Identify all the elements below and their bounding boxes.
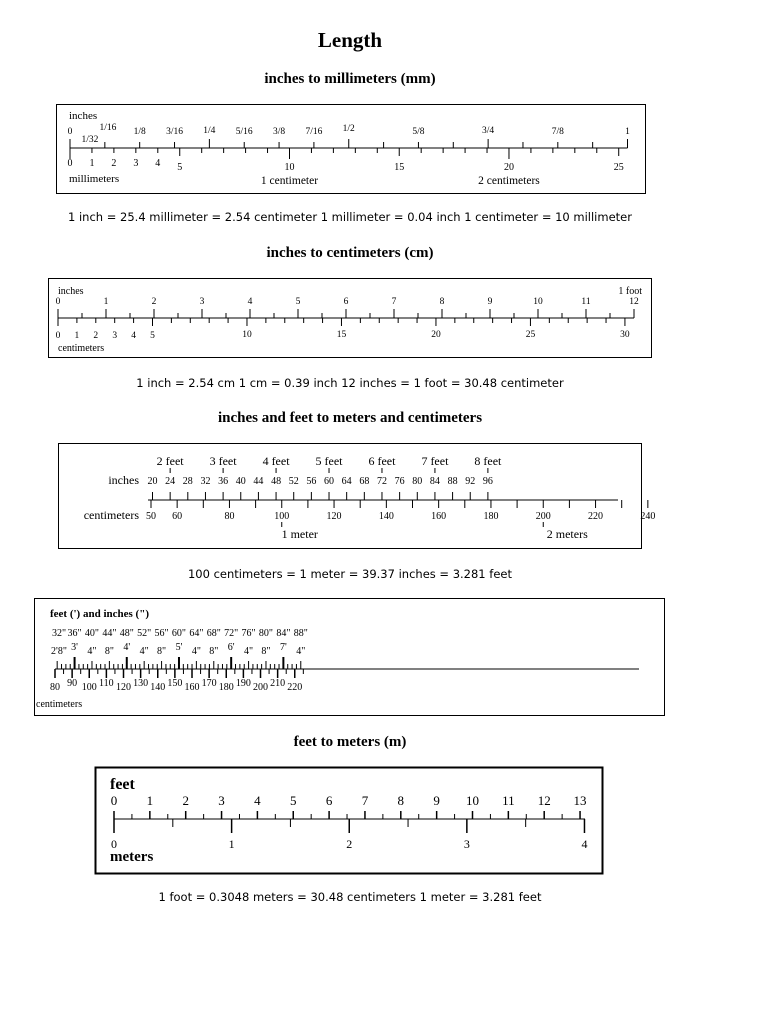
feet-tick-label: 8 bbox=[397, 793, 405, 808]
cm-tick-label: 170 bbox=[201, 678, 217, 689]
cm-tick-label: 220 bbox=[287, 682, 303, 693]
cm-tick-label: 1 bbox=[74, 331, 80, 341]
foot-label: 6' bbox=[227, 642, 235, 653]
conversion-inch-mm: 1 inch = 25.4 millimeter = 2.54 centimeter 1 millimeter = 0.04 inch 1 centimeter = 10 millimeter bbox=[68, 210, 632, 224]
inch-label: 44" bbox=[102, 628, 117, 639]
feet-tick-label: 0 bbox=[110, 793, 118, 808]
inch-tick-label: 7/8 bbox=[551, 127, 564, 137]
inch-tick-label: 1/16 bbox=[99, 123, 117, 133]
section-heading-mm: inches to millimeters (mm) bbox=[264, 71, 436, 87]
cm-tick-label: 15 bbox=[336, 330, 347, 340]
ruler-frame bbox=[57, 105, 646, 194]
mm-tick-label: 20 bbox=[503, 162, 514, 173]
feet-label: 2 feet bbox=[156, 454, 184, 468]
top-unit-label: feet (') and inches (") bbox=[50, 608, 149, 620]
inch-tick-label: 5 bbox=[295, 297, 301, 307]
inch-tick-label: 3/4 bbox=[482, 126, 495, 136]
inch-tick-label: 84 bbox=[429, 476, 440, 487]
inch-tick-label: 12 bbox=[629, 297, 639, 307]
feet-tick-label: 11 bbox=[502, 793, 515, 808]
feet-label: 6 feet bbox=[368, 454, 396, 468]
feet-tick-label: 4 bbox=[254, 793, 261, 808]
inch-tick-label: 7/16 bbox=[305, 127, 323, 137]
inch-label: 60" bbox=[171, 628, 187, 639]
cm-tick-label: 220 bbox=[588, 511, 604, 522]
foot-label: 4' bbox=[123, 642, 131, 653]
conversion-foot-meter: 1 foot = 0.3048 meters = 30.48 centimeters 1 meter = 3.281 feet bbox=[158, 890, 542, 904]
feet-label: 5 feet bbox=[315, 454, 343, 468]
feet-tick-label: 5 bbox=[290, 793, 297, 808]
section-heading-cm: inches to centimeters (cm) bbox=[266, 245, 434, 261]
note-1m: 1 meter bbox=[281, 527, 318, 541]
mm-tick-label: 4 bbox=[155, 158, 161, 169]
cm-tick-label: 120 bbox=[116, 682, 132, 693]
inch-label: 48" bbox=[119, 628, 134, 639]
feet-label: 3 feet bbox=[209, 454, 237, 468]
inch-tick-label: 60 bbox=[324, 476, 335, 487]
feet-tick-label: 1 bbox=[146, 793, 154, 808]
bottom-unit-label: centimeters bbox=[83, 508, 139, 522]
inch-tick-label: 36 bbox=[218, 476, 229, 487]
foot-label: 7' bbox=[279, 642, 287, 653]
mm-tick-label: 5 bbox=[177, 162, 183, 173]
inch-tick-label: 24 bbox=[165, 476, 176, 487]
cm-tick-label: 140 bbox=[150, 682, 166, 693]
inch-tick-label: 72 bbox=[376, 476, 387, 487]
inch-tick-label: 2 bbox=[151, 297, 157, 307]
ruler-inches-cm bbox=[48, 278, 652, 358]
note-2cm: 2 centimeters bbox=[478, 175, 540, 187]
cm-tick-label: 240 bbox=[640, 511, 656, 522]
cm-tick-label: 25 bbox=[525, 330, 536, 340]
inch-tick-label: 10 bbox=[533, 297, 543, 307]
feet-label: 8 feet bbox=[474, 454, 502, 468]
cm-tick-label: 180 bbox=[218, 682, 234, 693]
inch-tick-label: 1 bbox=[625, 127, 630, 137]
mm-tick-label: 25 bbox=[613, 162, 624, 173]
cm-tick-label: 100 bbox=[274, 511, 290, 522]
inch-tick-label: 44 bbox=[253, 476, 264, 487]
inch-tick-label: 96 bbox=[482, 476, 493, 487]
conversion-cm-meter: 100 centimeters = 1 meter = 39.37 inches = 3.281 feet bbox=[187, 567, 512, 581]
bottom-unit-label: millimeters bbox=[69, 173, 120, 185]
inch-tick-label: 56 bbox=[306, 476, 317, 487]
cm-tick-label: 160 bbox=[431, 511, 447, 522]
cm-tick-label: 90 bbox=[67, 678, 78, 689]
inch-sub-label: 8" bbox=[209, 646, 219, 657]
meter-tick-label: 0 bbox=[111, 837, 117, 851]
cm-tick-label: 60 bbox=[172, 511, 183, 522]
inch-label: 84" bbox=[276, 628, 291, 639]
meter-tick-label: 3 bbox=[463, 837, 470, 851]
top-unit-label: inches bbox=[69, 110, 98, 122]
inch-tick-label: 80 bbox=[412, 476, 423, 487]
inch-label: 80" bbox=[258, 628, 274, 639]
inch-tick-label: 1/4 bbox=[203, 126, 216, 136]
cm-tick-label: 200 bbox=[253, 682, 269, 693]
cm-tick-label: 3 bbox=[112, 331, 118, 341]
cm-tick-label: 120 bbox=[326, 511, 342, 522]
feet-tick-label: 7 bbox=[361, 793, 369, 808]
inch-sub-label: 2'8" bbox=[51, 646, 67, 657]
inch-tick-label: 28 bbox=[182, 476, 193, 487]
inch-tick-label: 64 bbox=[341, 476, 352, 487]
foot-label: 5' bbox=[175, 642, 183, 653]
cm-tick-label: 0 bbox=[55, 331, 61, 341]
cm-tick-label: 4 bbox=[131, 331, 136, 341]
foot-label: 3' bbox=[71, 642, 78, 653]
cm-tick-label: 80 bbox=[224, 511, 235, 522]
inch-tick-label: 52 bbox=[288, 476, 299, 487]
inch-tick-label: 1 bbox=[103, 297, 109, 307]
inch-label: 40" bbox=[84, 628, 100, 639]
meter-tick-label: 1 bbox=[228, 837, 235, 851]
inch-tick-label: 0 bbox=[55, 297, 61, 307]
cm-tick-label: 180 bbox=[483, 511, 499, 522]
cm-tick-label: 30 bbox=[620, 330, 630, 340]
inch-tick-label: 5/16 bbox=[235, 127, 253, 137]
mm-tick-label: 2 bbox=[111, 158, 117, 169]
inch-label: 68" bbox=[206, 628, 221, 639]
cm-tick-label: 10 bbox=[242, 330, 252, 340]
inch-tick-label: 7 bbox=[391, 297, 397, 307]
feet-tick-label: 12 bbox=[537, 793, 551, 808]
inch-tick-label: 6 bbox=[343, 297, 349, 307]
ruler-inches-mm bbox=[56, 104, 646, 194]
ruler-feet-m bbox=[95, 767, 603, 874]
bottom-unit-label: centimeters bbox=[36, 699, 83, 710]
inch-sub-label: 8" bbox=[157, 646, 167, 657]
top-unit-label: feet bbox=[110, 776, 135, 793]
inch-label: 76" bbox=[241, 628, 256, 639]
ruler-feet-inches-cm bbox=[34, 598, 665, 716]
inch-tick-label: 40 bbox=[235, 476, 246, 487]
ruler-feet-meters bbox=[58, 443, 656, 549]
inch-tick-label: 3/16 bbox=[166, 127, 183, 137]
inch-tick-label: 9 bbox=[487, 297, 493, 307]
meter-tick-label: 2 bbox=[346, 837, 353, 851]
feet-tick-label: 6 bbox=[325, 793, 333, 808]
inch-tick-label: 76 bbox=[394, 476, 405, 487]
cm-tick-label: 100 bbox=[81, 682, 97, 693]
cm-tick-label: 80 bbox=[50, 682, 60, 693]
cm-tick-label: 2 bbox=[93, 331, 99, 341]
inch-tick-label: 4 bbox=[247, 297, 253, 307]
inch-tick-label: 3/8 bbox=[272, 127, 286, 137]
inch-sub-label: 4" bbox=[244, 646, 254, 657]
cm-tick-label: 140 bbox=[378, 511, 394, 522]
inch-sub-label: 4" bbox=[296, 646, 306, 657]
inch-tick-label: 48 bbox=[271, 476, 282, 487]
top-unit-label: inches bbox=[108, 473, 139, 487]
inch-tick-label: 1/32 bbox=[81, 135, 99, 145]
cm-tick-label: 210 bbox=[270, 678, 286, 689]
mm-tick-label: 15 bbox=[394, 162, 405, 173]
feet-tick-label: 10 bbox=[466, 793, 479, 808]
cm-tick-label: 20 bbox=[431, 330, 441, 340]
feet-tick-label: 13 bbox=[573, 793, 587, 808]
inch-tick-label: 5/8 bbox=[412, 127, 425, 137]
inch-tick-label: 0 bbox=[67, 127, 73, 137]
inch-sub-label: 8" bbox=[261, 646, 271, 657]
feet-label: 7 feet bbox=[421, 454, 449, 468]
page-title: Length bbox=[317, 28, 383, 52]
cm-tick-label: 5 bbox=[150, 331, 155, 341]
inch-sub-label: 4" bbox=[87, 646, 97, 657]
inch-label: 88" bbox=[293, 628, 308, 639]
inch-tick-label: 3 bbox=[199, 297, 205, 307]
cm-tick-label: 160 bbox=[184, 682, 200, 693]
note-2m: 2 meters bbox=[546, 527, 588, 541]
inch-label: 72" bbox=[224, 628, 239, 639]
inch-tick-label: 92 bbox=[465, 476, 476, 487]
inch-tick-label: 11 bbox=[581, 297, 591, 307]
inch-tick-label: 20 bbox=[147, 476, 158, 487]
inch-sub-label: 4" bbox=[139, 646, 149, 657]
cm-tick-label: 130 bbox=[133, 678, 149, 689]
inch-label: 36" bbox=[67, 628, 82, 639]
inch-tick-label: 1/8 bbox=[133, 127, 146, 137]
conversion-inch-cm: 1 inch = 2.54 cm 1 cm = 0.39 inch 12 inches = 1 foot = 30.48 centimeter bbox=[136, 376, 564, 390]
mm-tick-label: 3 bbox=[133, 158, 139, 169]
inch-label: 32" bbox=[51, 628, 67, 639]
mm-tick-label: 0 bbox=[67, 158, 73, 169]
inch-label: 64" bbox=[189, 628, 204, 639]
inch-sub-label: 8" bbox=[104, 646, 114, 657]
inch-tick-label: 8 bbox=[439, 297, 445, 307]
inch-tick-label: 1/2 bbox=[342, 124, 355, 134]
mm-tick-label: 10 bbox=[284, 162, 295, 173]
top-end-label: 1 foot bbox=[618, 286, 642, 297]
feet-tick-label: 2 bbox=[182, 793, 189, 808]
section-heading-meters: inches and feet to meters and centimeters bbox=[217, 410, 483, 426]
feet-label: 4 feet bbox=[262, 454, 290, 468]
mm-tick-label: 1 bbox=[89, 158, 95, 169]
cm-tick-label: 110 bbox=[99, 678, 114, 689]
note-1cm: 1 centimeter bbox=[260, 175, 319, 187]
inch-label: 52" bbox=[137, 628, 152, 639]
top-unit-label: inches bbox=[58, 286, 84, 297]
inch-tick-label: 68 bbox=[359, 476, 370, 487]
cm-tick-label: 150 bbox=[167, 678, 183, 689]
feet-tick-label: 9 bbox=[433, 793, 440, 808]
inch-label: 56" bbox=[154, 628, 169, 639]
cm-tick-label: 50 bbox=[146, 511, 156, 522]
feet-tick-label: 3 bbox=[218, 793, 225, 808]
inch-tick-label: 32 bbox=[200, 476, 211, 487]
bottom-unit-label: centimeters bbox=[58, 343, 105, 354]
section-heading-feet-m: feet to meters (m) bbox=[293, 734, 407, 750]
inch-sub-label: 4" bbox=[191, 646, 201, 657]
cm-tick-label: 190 bbox=[235, 678, 251, 689]
meter-tick-label: 4 bbox=[581, 837, 588, 851]
bottom-unit-label: meters bbox=[110, 849, 154, 865]
cm-tick-label: 200 bbox=[535, 511, 551, 522]
inch-tick-label: 88 bbox=[447, 476, 458, 487]
